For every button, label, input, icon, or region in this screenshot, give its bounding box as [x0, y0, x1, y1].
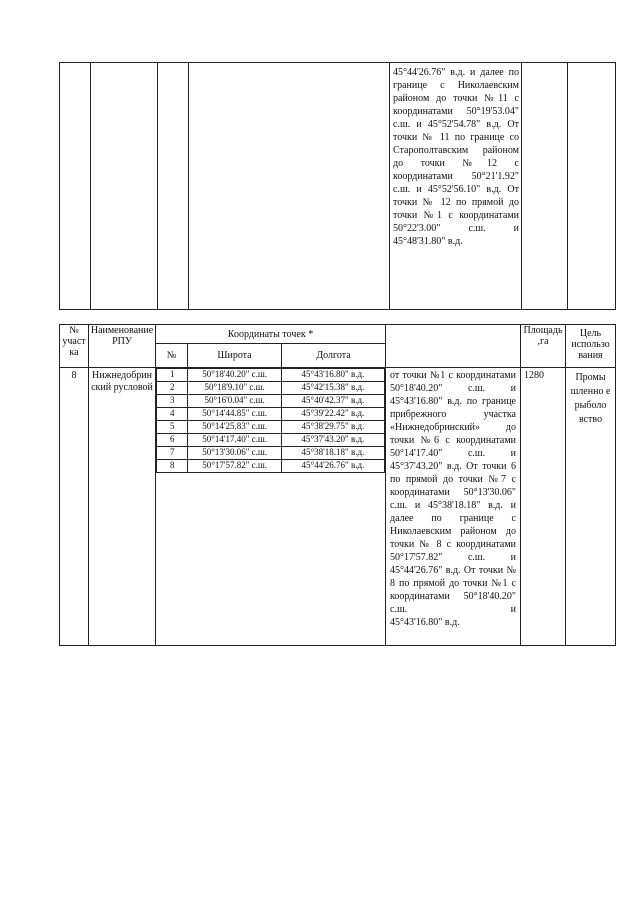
point-number: 8 [157, 460, 188, 473]
point-latitude: 50°18'40.20" с.ш. [188, 369, 281, 382]
point-row [157, 369, 385, 382]
point-number: 2 [157, 382, 188, 395]
column-divider [521, 63, 522, 309]
point-longitude: 45°37'43.20" в.д. [281, 434, 384, 447]
point-latitude: 50°16'0.04" с.ш. [188, 395, 281, 408]
point-row [157, 408, 385, 421]
header-latitude: Широта [188, 344, 282, 368]
point-longitude: 45°38'29.75" в.д. [281, 421, 384, 434]
column-divider [90, 63, 91, 309]
point-latitude: 50°18'9.10" с.ш. [188, 382, 281, 395]
point-longitude: 45°43'16.80" в.д. [281, 369, 384, 382]
point-row [157, 382, 385, 395]
point-latitude: 50°14'17.40" с.ш. [188, 434, 281, 447]
description-text: 45°44'26.76" в.д. и далее по границе с Николаевским районом до точки №11 с координатами 50°19'53.04" с.ш. и 45°52'54.78" в.д. От точки № 11 по границе со Старополтавским районом до точки №12 с координатами 50°21'1.92" с.ш. и 45°52'56.10" в.д. От точки № 12 по прямой до точки №1 с координатами 50°22'3.00" с.ш. и [393, 67, 519, 234]
point-number: 1 [157, 369, 188, 382]
point-longitude: 45°42'15.38" в.д. [281, 382, 384, 395]
point-row [157, 395, 385, 408]
point-number: 6 [157, 434, 188, 447]
points-table [156, 368, 385, 473]
plots-table [59, 324, 616, 646]
point-number: 3 [157, 395, 188, 408]
plot-number: 8 [60, 368, 89, 646]
point-row [157, 434, 385, 447]
header-coordinates: Координаты точек * [156, 325, 386, 344]
plot-name: Нижнедобрин ский русловой [89, 368, 156, 646]
column-divider [188, 63, 189, 309]
purpose-value: Промы шленно е рыболо вство [566, 368, 616, 646]
column-divider [567, 63, 568, 309]
point-number: 7 [157, 447, 188, 460]
point-longitude: 45°40'42.37" в.д. [281, 395, 384, 408]
area-value: 1280 [521, 368, 566, 646]
point-row [157, 421, 385, 434]
header-name: Наименование РПУ [89, 325, 156, 368]
description-last-line: 45°48'31.80" в.д. [393, 236, 463, 247]
point-row [157, 460, 385, 473]
point-number: 5 [157, 421, 188, 434]
boundary-description-continued [393, 66, 519, 248]
column-divider [157, 63, 158, 309]
column-divider [389, 63, 390, 309]
point-number: 4 [157, 408, 188, 421]
coordinates-cell [156, 368, 386, 646]
point-latitude: 50°17'57.82" с.ш. [188, 460, 281, 473]
point-latitude: 50°14'25.83" с.ш. [188, 421, 281, 434]
header-purpose: Цель использо вания [566, 325, 616, 368]
point-latitude: 50°14'44.85" с.ш. [188, 408, 281, 421]
point-longitude: 45°39'22.42" в.д. [281, 408, 384, 421]
header-plot-number: № участ ка [60, 325, 89, 368]
boundary-description [386, 368, 521, 646]
point-longitude: 45°44'26.76" в.д. [281, 460, 384, 473]
header-description [386, 325, 521, 368]
header-area: Площадь ,га [521, 325, 566, 368]
description-text: от точки №1 с координатами 50°18'40.20" с.ш. и 45°43'16.80" в.д. по границе прибрежного участка «Нижнедобринский» до точки №6 с координатами 50°14'17.40" с.ш. и 45°37'43.20" в.д. От точки 6 по прямой до точки №7 с координатами 50°13'30.06" с.ш. и 45°38'18.18" в.д. и далее по границе с Николаевским районом до точки № 8 с координатами 50°17'57.82" с.ш. и 45°44'26.76" в.д. От точки № 8 по прямой до точки №1 с координатами 50°18'40.20" с.ш. и [390, 370, 516, 615]
table-row [60, 368, 616, 646]
point-row [157, 447, 385, 460]
description-last-line: 45°43'16.80" в.д. [390, 617, 460, 628]
continuation-table [59, 62, 616, 310]
header-point-no: № [156, 344, 188, 368]
header-longitude: Долгота [282, 344, 386, 368]
point-longitude: 45°38'18.18" в.д. [281, 447, 384, 460]
point-latitude: 50°13'30.06" с.ш. [188, 447, 281, 460]
